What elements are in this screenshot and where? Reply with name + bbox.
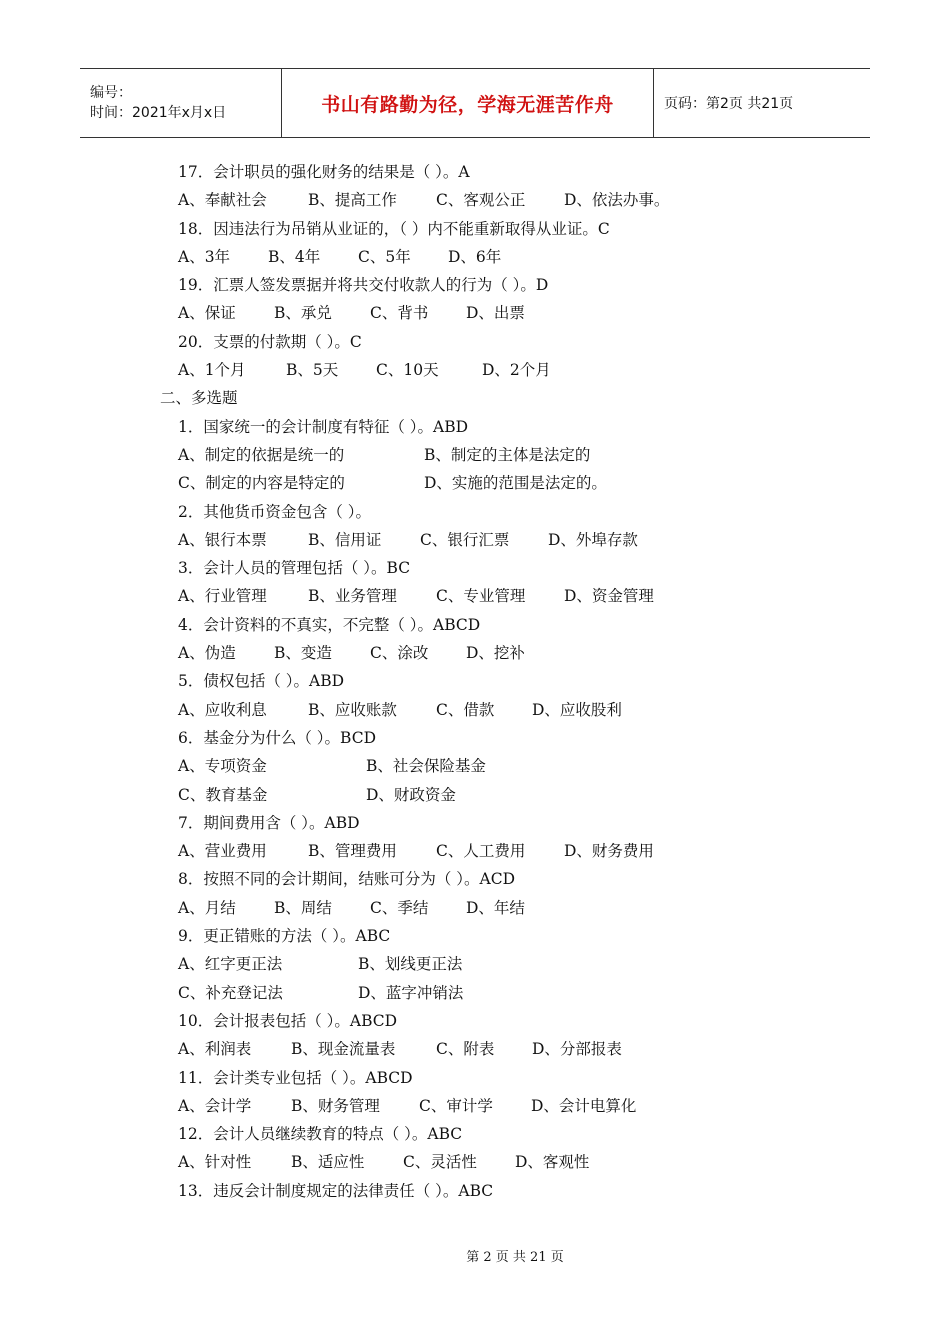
answer-option: A、3年 (178, 247, 231, 266)
question-text: 17．会计职员的强化财务的结果是（ ）。A (178, 163, 470, 181)
answer-option: C、人工费用 (436, 842, 526, 861)
answer-option: C、附表 (436, 1040, 495, 1059)
option-row (160, 1035, 860, 1063)
answer-option: A、应收利息 (178, 700, 267, 719)
answer-option: D、分部报表 (532, 1040, 622, 1059)
option-row (160, 696, 860, 724)
question-text: 13．违反会计制度规定的法律责任（ ）。ABC (178, 1181, 494, 1200)
answer-option: D、资金管理 (564, 587, 654, 606)
answer-option: B、承兑 (274, 304, 332, 323)
option-row (160, 526, 860, 554)
answer-option: C、背书 (370, 304, 429, 323)
option-row (160, 299, 860, 327)
answer-option: D、年结 (466, 898, 525, 917)
answer-option: D、客观性 (515, 1153, 590, 1172)
answer-option: A、专项资金 (178, 757, 267, 776)
answer-option: C、5年 (358, 247, 411, 266)
answer-option: D、挖补 (466, 644, 525, 663)
header-motto-cell (282, 69, 654, 137)
answer-option: A、奉献社会 (178, 191, 267, 210)
answer-option: C、审计学 (419, 1096, 493, 1115)
question-text: 6．基金分为什么（ ）。BCD (178, 728, 377, 747)
page-header (80, 68, 870, 138)
answer-option: B、财务管理 (291, 1096, 380, 1115)
question-text: 10．会计报表包括（ ）。ABCD (178, 1011, 398, 1030)
option-row (160, 837, 860, 865)
header-page-number: 页码：第2页 共21页 (664, 96, 794, 112)
question-text: 9．更正错账的方法（ ）。ABC (178, 927, 391, 946)
document-date-label: 时间：2021年x月x日 (90, 105, 227, 121)
answer-option: B、变造 (274, 644, 332, 663)
option-row (160, 1148, 860, 1176)
option-row (160, 979, 860, 1007)
header-meta (80, 69, 282, 137)
question-text: 18．因违法行为吊销从业证的，（ ）内不能重新取得从业证。C (178, 219, 610, 238)
option-row (160, 781, 860, 809)
answer-option: C、灵活性 (403, 1153, 477, 1172)
answer-option: C、补充登记法 (178, 983, 283, 1002)
answer-option: B、信用证 (308, 530, 382, 549)
answer-option: A、1个月 (178, 361, 246, 380)
option-row (160, 469, 860, 497)
answer-option: D、应收股利 (532, 700, 622, 719)
answer-option: A、利润表 (178, 1040, 252, 1059)
question-text: 11．会计类专业包括（ ）。ABCD (178, 1068, 413, 1087)
answer-option: D、实施的范围是法定的。 (424, 474, 607, 493)
option-row (160, 441, 860, 469)
question-text: 3．会计人员的管理包括（ ）。BC (178, 559, 411, 578)
answer-option: B、划线更正法 (358, 955, 463, 974)
option-row (160, 752, 860, 780)
answer-option: C、制定的内容是特定的 (178, 474, 345, 493)
question-text: 2．其他货币资金包含（ ）。 (178, 502, 372, 521)
option-row (160, 1092, 860, 1120)
answer-option: A、伪造 (178, 644, 236, 663)
answer-option: B、5天 (286, 361, 339, 380)
answer-option: A、月结 (178, 898, 236, 917)
question-text: 1．国家统一的会计制度有特征（ ）。ABD (178, 417, 469, 436)
answer-option: B、社会保险基金 (366, 757, 486, 776)
answer-option: B、适应性 (291, 1153, 365, 1172)
question-text: 8．按照不同的会计期间，结账可分为（ ）。ACD (178, 870, 516, 889)
question-text: 5．债权包括（ ）。ABD (178, 672, 345, 691)
answer-option: A、会计学 (178, 1096, 252, 1115)
answer-option: D、蓝字冲销法 (358, 983, 464, 1002)
answer-option: A、红字更正法 (178, 955, 283, 974)
answer-option: B、制定的主体是法定的 (424, 445, 591, 464)
question-text: 19．汇票人签发票据并将共交付收款人的行为（ ）。D (178, 276, 549, 295)
header-motto: 书山有路勤为径，学海无涯苦作舟 (321, 93, 614, 116)
answer-option: D、依法办事。 (564, 191, 670, 210)
answer-option: B、应收账款 (308, 700, 397, 719)
page-footer: 第 2 页 共 21 页 (466, 1250, 564, 1265)
option-row (160, 356, 860, 384)
answer-option: D、2个月 (482, 361, 551, 380)
answer-option: D、会计电算化 (531, 1096, 637, 1115)
answer-option: D、财政资金 (366, 785, 456, 804)
answer-option: C、专业管理 (436, 587, 526, 606)
answer-option: C、客观公正 (436, 191, 526, 210)
answer-option: D、6年 (448, 247, 502, 266)
answer-option: C、教育基金 (178, 785, 268, 804)
answer-option: B、提高工作 (308, 191, 397, 210)
answer-option: A、制定的依据是统一的 (178, 445, 345, 464)
answer-option: A、营业费用 (178, 842, 267, 861)
answer-option: B、周结 (274, 898, 332, 917)
answer-option: B、4年 (268, 247, 321, 266)
answer-option: C、季结 (370, 898, 429, 917)
answer-option: A、针对性 (178, 1153, 252, 1172)
answer-option: B、业务管理 (308, 587, 397, 606)
answer-option: D、出票 (466, 304, 525, 323)
header-page-cell (654, 69, 870, 137)
answer-option: D、财务费用 (564, 842, 654, 861)
answer-option: C、10天 (376, 361, 439, 380)
option-row (160, 894, 860, 922)
answer-option: A、保证 (178, 304, 236, 323)
option-row (160, 950, 860, 978)
question-text: 20．支票的付款期（ ）。C (178, 332, 362, 351)
option-row (160, 582, 860, 610)
answer-option: D、外埠存款 (548, 530, 638, 549)
answer-option: A、行业管理 (178, 587, 267, 606)
answer-option: B、现金流量表 (291, 1040, 396, 1059)
question-text: 7．期间费用含（ ）。ABD (178, 813, 360, 832)
option-row (160, 639, 860, 667)
option-row (160, 186, 860, 214)
answer-option: C、涂改 (370, 644, 429, 663)
document-number-label: 编号： (90, 85, 132, 101)
answer-option: B、管理费用 (308, 842, 397, 861)
answer-option: C、借款 (436, 700, 495, 719)
answer-option: A、银行本票 (178, 530, 267, 549)
question-text: 4．会计资料的不真实，不完整（ ）。ABCD (178, 615, 481, 634)
option-row (160, 243, 860, 271)
question-list (160, 158, 860, 1205)
section-heading: 二、多选题 (160, 389, 238, 408)
answer-option: C、银行汇票 (420, 530, 510, 549)
question-text: 12．会计人员继续教育的特点（ ）。ABC (178, 1125, 463, 1144)
